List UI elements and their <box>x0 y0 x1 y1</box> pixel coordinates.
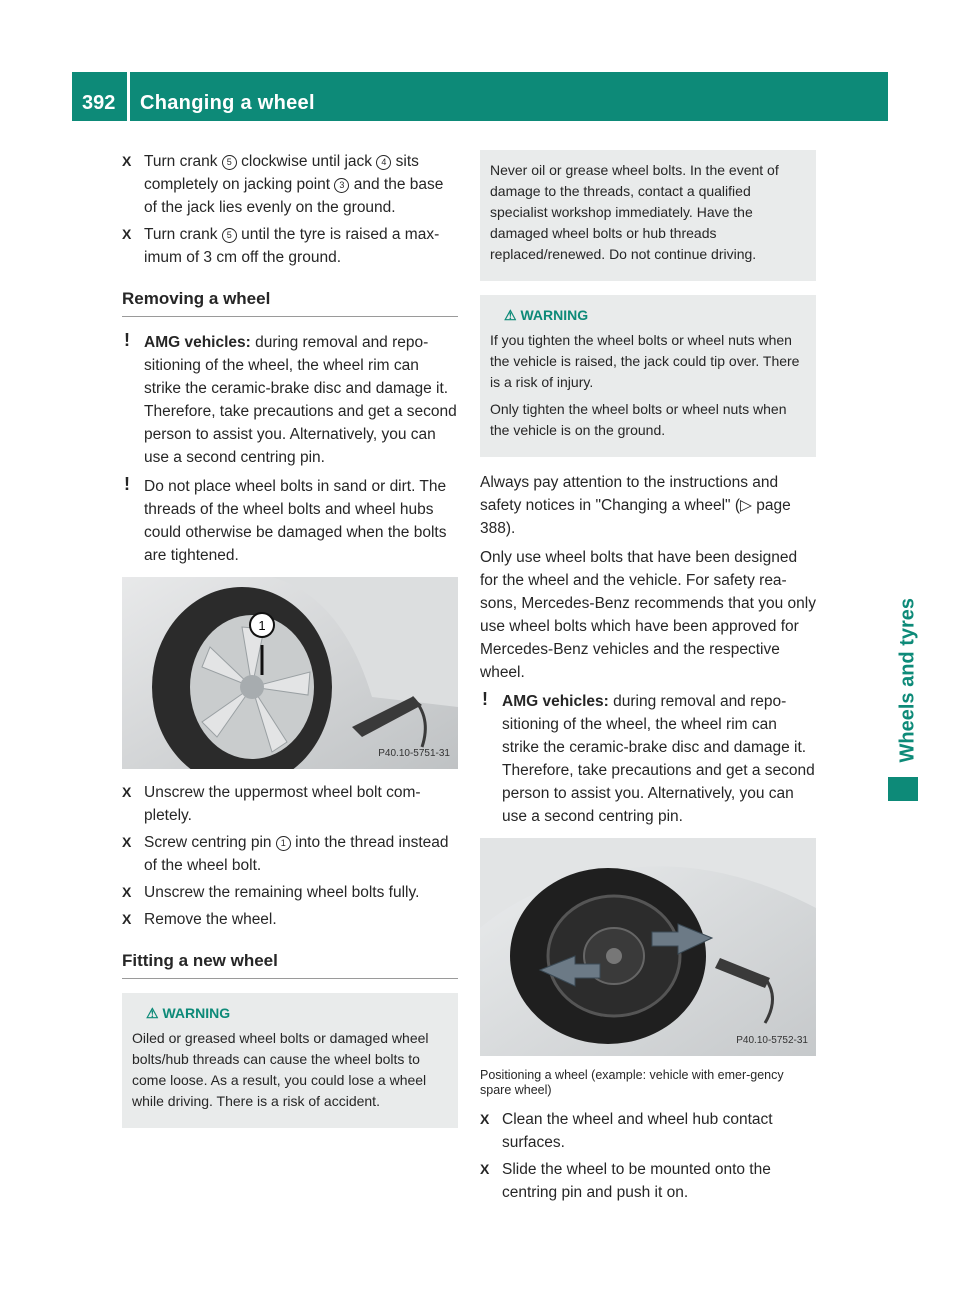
wheel-with-centring-pin-icon <box>122 577 458 769</box>
section-tab-marker <box>888 777 918 801</box>
instruction-step: X Clean the wheel and wheel hub contact surfaces. <box>480 1108 816 1154</box>
warning-heading: ⚠ WARNING <box>504 307 589 323</box>
exclamation-icon: ! <box>482 689 488 709</box>
warning-box: ⚠ WARNING If you tighten the wheel bolts or wheel nuts when the vehicle is raised, the jack could tip over. There is a risk of injury. Only tighten the wheel bolts or wheel nuts when the vehicle is on the ground. <box>480 295 816 457</box>
callout-4-icon: 4 <box>376 155 391 170</box>
page-reference-arrow-icon: ▷ <box>740 497 757 514</box>
body-paragraph: Only use wheel bolts that have been designed for the wheel and the vehicle. For safety rea-sons, Mercedes-Benz recommends that you only use wheel bolts which have been approved for Mercedes-Benz vehicles and the respective wheel. <box>480 549 816 681</box>
callout-1-icon: 1 <box>276 836 291 851</box>
step-arrow-icon: X <box>122 784 132 800</box>
body-paragraph: Always pay attention to the instructions and safety notices in "Changing a wheel" (▷ page 388). <box>480 474 791 537</box>
section-sidebar <box>888 121 918 1141</box>
caution-note: ! AMG vehicles: during removal and repo-sitioning of the wheel, the wheel rim can strike the ceramic-brake disc and damage it. Therefore, take precautions and get a second person to assist you. Alternatively, you can use a second centring pin. <box>124 330 457 466</box>
step-arrow-icon: X <box>122 911 132 927</box>
callout-5-icon: 5 <box>222 228 237 243</box>
instruction-step: X Remove the wheel. <box>122 908 458 931</box>
warning-heading: ⚠ WARNING <box>146 1005 231 1021</box>
caution-note: ! Do not place wheel bolts in sand or dirt. The threads of the wheel bolts and wheel hubs could otherwise be damaged when the bolts are tightened. <box>124 474 447 564</box>
left-column <box>122 150 458 1142</box>
wheel-illustration <box>122 577 458 769</box>
warning-box-continued: Never oil or grease wheel bolts. In the event of damage to the threads, contact a qualified specialist workshop immediately. Have the damaged wheel bolts or hub threads replaced/renewed. Do not continue driving. <box>480 150 816 281</box>
section-tab-label: Wheels and tyres <box>896 597 919 763</box>
figure-code: P40.10-5752-31 <box>736 1035 808 1046</box>
step-arrow-icon: X <box>122 153 132 169</box>
warning-box: ⚠ WARNING Oiled or greased wheel bolts or damaged wheel bolts/hub threads can cause the wheel bolts to come loose. As a result, you could lose a wheel while driving. There is a risk of accident. <box>122 993 458 1128</box>
exclamation-icon: ! <box>124 330 130 350</box>
callout-3-icon: 3 <box>334 178 349 193</box>
page-header <box>72 72 888 121</box>
warning-triangle-icon: ⚠ <box>146 1005 159 1021</box>
page-reference-link[interactable]: page 388 <box>480 497 791 537</box>
page-number: 392 <box>82 92 116 114</box>
figure-caption: Positioning a wheel (example: vehicle with emer-gency spare wheel) <box>480 1068 784 1097</box>
instruction-step: X Unscrew the uppermost wheel bolt com-pletely. <box>122 781 458 827</box>
header-separator <box>127 72 130 121</box>
caution-note: ! AMG vehicles: during removal and repo-sitioning of the wheel, the wheel rim can strike the ceramic-brake disc and damage it. Therefore, take precautions and get a second person to assist you. Alternatively, you can use a second centring pin. <box>482 689 815 825</box>
svg-text:1: 1 <box>258 618 266 633</box>
step-arrow-icon: X <box>122 834 132 850</box>
instruction-step: X Turn crank 5 clockwise until jack 4 sits completely on jacking point 3 and the base of the jack lies evenly on the ground. <box>122 150 458 219</box>
spare-wheel-illustration <box>480 838 816 1056</box>
spare-wheel-icon <box>480 838 816 1056</box>
exclamation-icon: ! <box>124 474 130 494</box>
section-heading: Removing a wheel <box>122 287 458 317</box>
page-title: Changing a wheel <box>140 92 315 114</box>
step-arrow-icon: X <box>122 226 132 242</box>
step-arrow-icon: X <box>480 1161 490 1177</box>
step-arrow-icon: X <box>122 884 132 900</box>
instruction-step: X Screw centring pin 1 into the thread instead of the wheel bolt. <box>122 831 458 877</box>
warning-triangle-icon: ⚠ <box>504 307 517 323</box>
right-column <box>480 150 816 1208</box>
step-arrow-icon: X <box>480 1111 490 1127</box>
figure-code: P40.10-5751-31 <box>378 748 450 759</box>
instruction-step: X Slide the wheel to be mounted onto the centring pin and push it on. <box>480 1158 816 1204</box>
section-heading: Fitting a new wheel <box>122 949 458 979</box>
callout-5-icon: 5 <box>222 155 237 170</box>
instruction-step: X Turn crank 5 until the tyre is raised a max-imum of 3 cm off the ground. <box>122 223 458 269</box>
instruction-step: X Unscrew the remaining wheel bolts fully. <box>122 881 458 904</box>
